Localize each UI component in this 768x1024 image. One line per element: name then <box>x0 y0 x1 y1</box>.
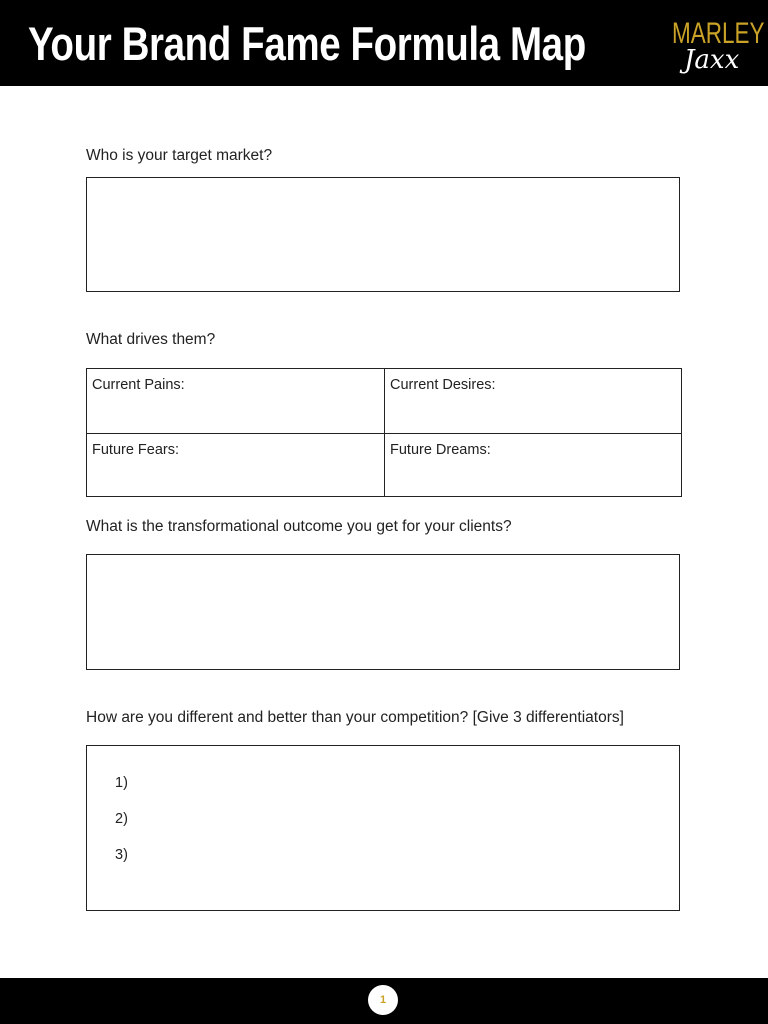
question-drives: What drives them? <box>86 331 216 348</box>
logo-wordmark-script: Jaxx <box>684 45 740 75</box>
differentiator-item-1: 1) <box>115 775 128 791</box>
differentiator-list <box>115 773 128 881</box>
future-fears-label: Future Fears: <box>92 441 180 458</box>
question-target-market: Who is your target market? <box>86 147 273 164</box>
cell-current-desires[interactable] <box>384 369 681 433</box>
differentiator-item-3: 3) <box>115 847 128 863</box>
differentiator-item-2: 2) <box>115 811 128 827</box>
question-transformational-outcome: What is the transformational outcome you get for your clients? <box>86 518 512 535</box>
cell-future-dreams[interactable] <box>384 433 681 497</box>
drives-grid <box>86 368 682 497</box>
cell-current-pains[interactable] <box>87 369 384 433</box>
answer-box-transformational-outcome[interactable] <box>86 554 680 670</box>
question-differentiators: How are you different and better than your competition? [Give 3 differentiators] <box>86 709 624 726</box>
current-desires-label: Current Desires: <box>390 377 496 393</box>
answer-box-differentiators[interactable] <box>86 745 680 911</box>
future-dreams-label: Future Dreams: <box>390 441 491 458</box>
page-title: Your Brand Fame Formula Map <box>28 17 586 70</box>
brand-logo <box>668 16 765 78</box>
header-bar <box>0 0 768 86</box>
logo-wordmark-top: MARLEY <box>672 17 765 50</box>
cell-future-fears[interactable] <box>87 433 384 497</box>
current-pains-label: Current Pains: <box>92 377 185 393</box>
answer-box-target-market[interactable] <box>86 177 680 292</box>
page-number-badge: 1 <box>368 985 398 1015</box>
